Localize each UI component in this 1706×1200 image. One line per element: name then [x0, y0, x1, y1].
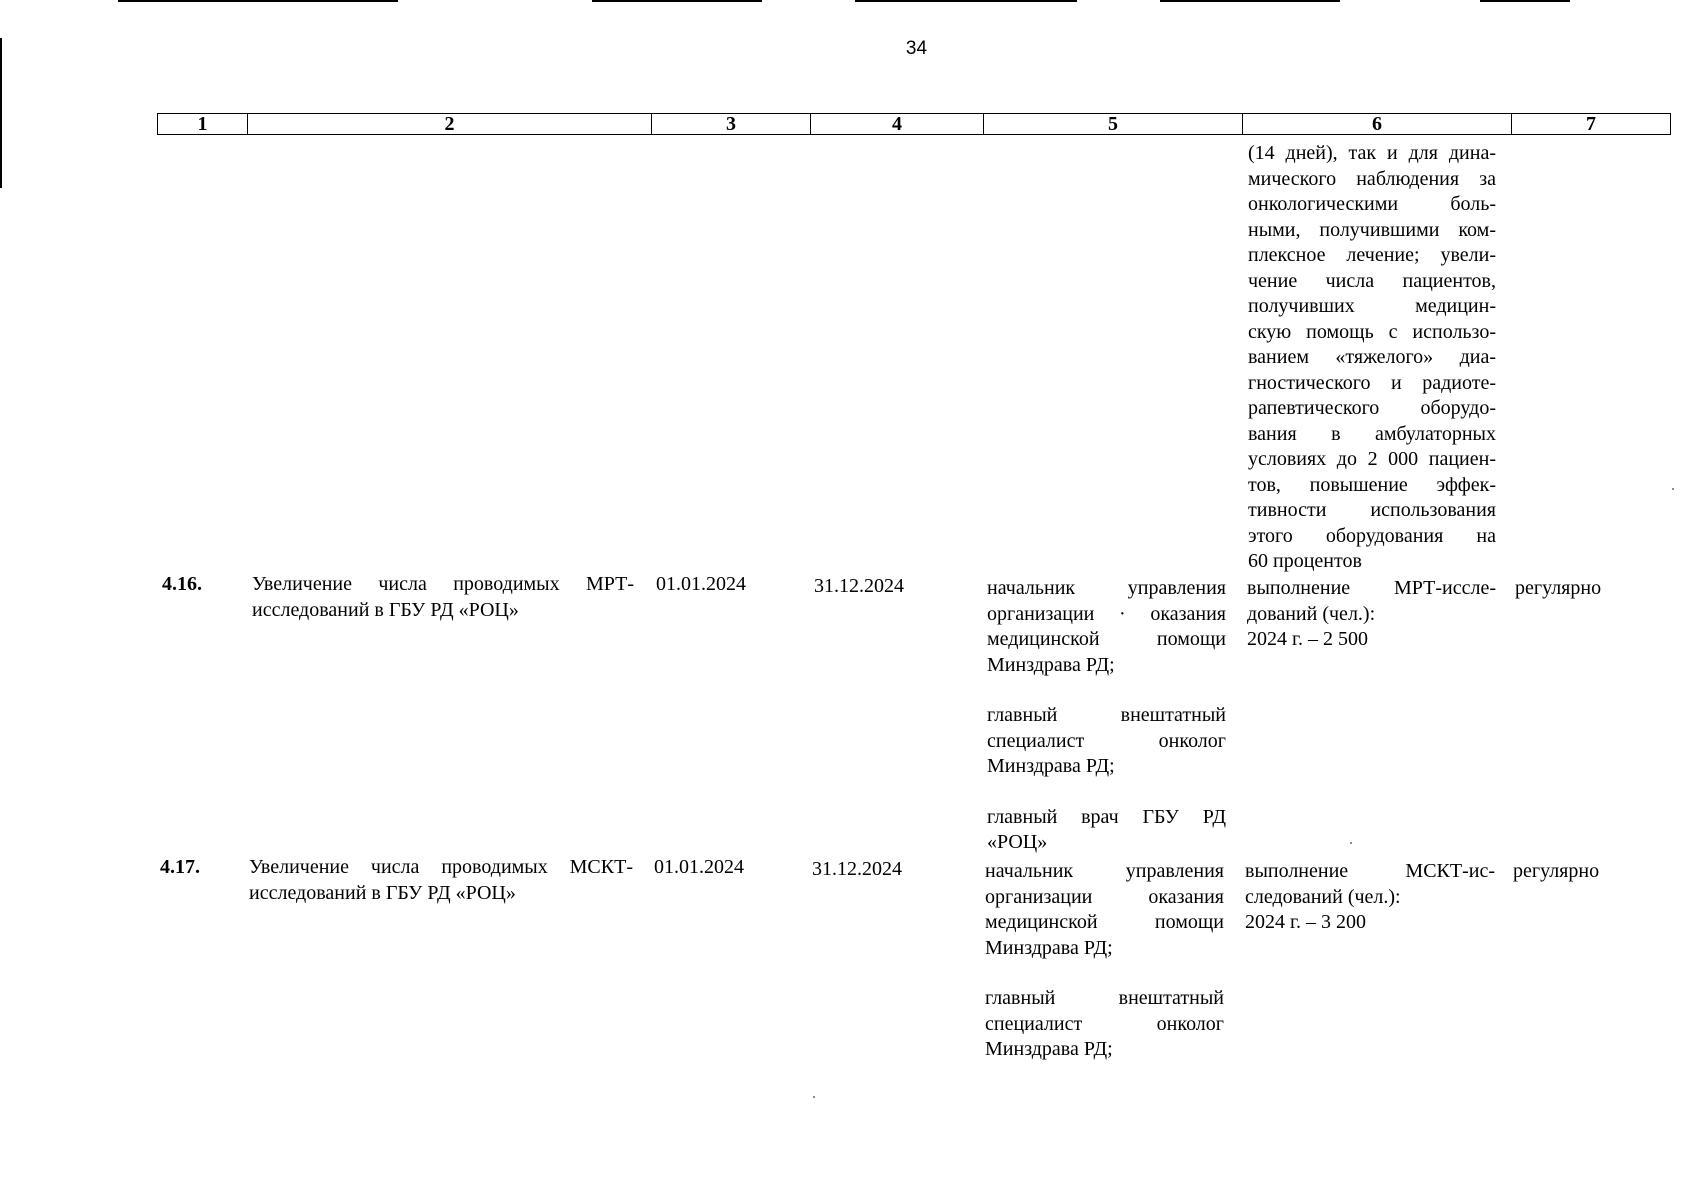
event-description: Увеличение числа проводимых МСКТ-исследований в ГБУ РД «РОЦ» — [249, 856, 633, 904]
text-line: онкологическими боль- — [1248, 193, 1496, 215]
responsible-list — [987, 576, 1226, 856]
scan-artifact — [855, 0, 1077, 2]
scan-speck — [1350, 842, 1352, 844]
column-header-1: 1 — [158, 114, 248, 134]
text-line: (14 дней), так и для дина- — [1248, 142, 1496, 164]
text-line: ными, получившими ком- — [1248, 218, 1496, 241]
text-line: дований (чел.): — [1247, 602, 1376, 625]
scan-speck — [813, 1096, 815, 1098]
scan-artifact — [1480, 0, 1570, 2]
responsible-entry: начальник управления организации · оказания медицинской помощи Минздрава РД; — [987, 577, 1226, 676]
text-line: вания в амбулаторных — [1248, 422, 1496, 445]
frequency: регулярно — [1515, 577, 1602, 599]
text-line: этого оборудования на — [1248, 524, 1496, 547]
responsible-entry: главный врач ГБУ РД «РОЦ» — [987, 805, 1226, 853]
row-number: 4.17. — [160, 856, 200, 878]
frequency: регулярно — [1513, 860, 1600, 882]
scan-speck — [1672, 488, 1674, 490]
text-line: 60 процентов — [1248, 550, 1362, 572]
scan-artifact — [118, 0, 398, 2]
column-header-5: 5 — [984, 114, 1243, 134]
text-line: условиях до 2 000 пациен- — [1248, 448, 1496, 470]
column-header-4: 4 — [811, 114, 984, 134]
text-line: мического наблюдения за — [1248, 167, 1496, 190]
page-number: 34 — [905, 38, 928, 59]
result-indicator — [1247, 576, 1496, 653]
end-date: 31.12.2024 — [814, 575, 904, 597]
responsible-entry: главный внештатный специалист онколог Минздрава РД; — [987, 704, 1226, 777]
text-line: рапевтического оборудо- — [1248, 397, 1496, 419]
table-header — [157, 113, 1671, 135]
text-line: скую помощь с использо- — [1248, 320, 1496, 343]
result-indicator — [1245, 859, 1495, 936]
text-line: 2024 г. – 3 200 — [1245, 911, 1366, 933]
row-number: 4.16. — [162, 573, 202, 595]
responsible-entry: главный внештатный специалист онколог Минздрава РД; — [985, 987, 1224, 1060]
text-line: выполнение МРТ-иссле- — [1247, 577, 1496, 599]
text-line: чение числа пациентов, — [1248, 269, 1496, 292]
scan-artifact — [1160, 0, 1340, 2]
continuation-text — [1248, 141, 1496, 575]
text-line: гностического и радиоте- — [1248, 371, 1496, 394]
column-header-2: 2 — [248, 114, 652, 134]
responsible-entry: начальник управления организации оказания медицинской помощи Минздрава РД; — [985, 860, 1224, 959]
text-line: тивности использования — [1248, 499, 1496, 521]
column-header-7: 7 — [1586, 113, 1596, 135]
column-header-3: 3 — [652, 114, 811, 134]
scan-artifact — [0, 38, 2, 188]
end-date: 31.12.2024 — [812, 858, 902, 880]
column-header-6: 6 — [1243, 114, 1512, 134]
responsible-list — [985, 859, 1224, 1063]
event-description: Увеличение числа проводимых МРТ-исследований в ГБУ РД «РОЦ» — [252, 573, 634, 621]
text-line: получивших медицин- — [1248, 295, 1496, 317]
start-date: 01.01.2024 — [656, 573, 746, 595]
text-line: тов, повышение эффек- — [1248, 473, 1496, 496]
text-line: 2024 г. – 2 500 — [1247, 628, 1368, 650]
text-line: выполнение МСКТ-ис- — [1245, 860, 1495, 882]
text-line: плексное лечение; увели- — [1248, 244, 1496, 266]
text-line: ванием «тяжелого» диа- — [1248, 346, 1496, 368]
text-line: следований (чел.): — [1245, 885, 1401, 908]
scan-artifact — [592, 0, 762, 2]
start-date: 01.01.2024 — [654, 856, 744, 878]
